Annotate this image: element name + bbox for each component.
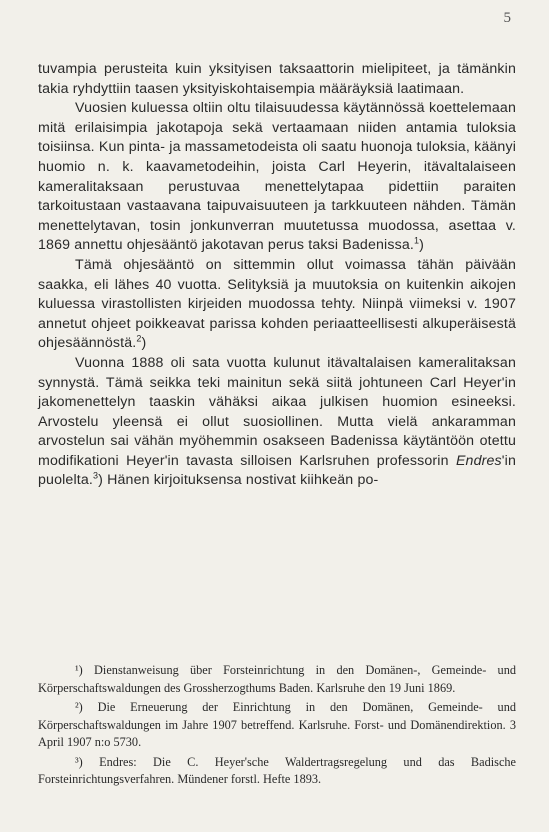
paragraph-2-text: Vuosien kuluessa oltiin oltu tilaisuudessa käytännössä koettelemaan mitä erilaisimpia jakotapoja sekä vertaamaan niiden antamia tuloksia toisiinsa. Kun pinta- ja massametodeista oli saatu huonoja tuloksia, käänyi huomio n. k. kaavametodeihin, joista Carl Heyerin, itävaltalaiseen kameralitaksaan perustuvaa menettelytapaa pidettiin paraiten tarkoitustaan vastaavana taipuvaisuuteen ja tarkkuuteen nähden. Tämän menettelytavan, tosin jonkunverran muutetussa muodossa, asettaa v. 1869 annettu ohjesääntö jakotavan perus taksi Badenissa. [38, 100, 516, 254]
footnote-ref-2[interactable]: 2 [136, 333, 142, 344]
paragraph-4-text-cont: 'in puolelta. [38, 452, 516, 489]
paragraph-3: Tämä ohjesääntö on sittemmin ollut voimassa tähän päivään saakka, eli lähes 40 vuotta. Selityksiä ja muutoksia on kuitenkin aikojen kuluessa virastollisten kirjeiden muodossa tehty. Niinpä viimeksi v. 1907 annetut ohjeet poikkeavat parissa kohden periaatteellisesti alkuperäisestä ohjesäännöstä.$^2$) [38, 256, 516, 352]
paragraph-4-tail: Hänen kirjoituksensa nostivat kiihkeän po- [103, 472, 379, 489]
footnote-3-text: Endres: Die C. Heyer'sche Waldertragsregelung und das Badische Forsteinrichtungsverfahren. Mündener forstl. Hefte 1893. [38, 754, 517, 786]
footnote-1-text: Dienstanweisung über Forsteinrichtung in den Domänen-, Gemeinde- und Körperschaftswaldungen des Grossherzogthums Baden. Karlsruhe den 19 Juni 1869. [38, 663, 516, 695]
paragraph-3-text: Tämä ohjesääntö on sittemmin ollut voimassa tähän päivään saakka, eli lähes 40 vuotta. Selityksiä ja muutoksia on kuitenkin aikojen kuluessa virastollisten kirjeiden muodossa tehty. Niinpä viimeksi v. 1907 annetut ohjeet poikkeavat parissa kohden periaatteellisesti alkuperäisestä ohjesäännöstä. [38, 256, 516, 352]
footnote-1-mark: ¹) [75, 663, 83, 677]
body-text [38, 60, 516, 491]
footnote-2-text: Die Erneuerung der Einrichtung in den Domänen, Gemeinde- und Körperschaftswaldungen im Jahre 1907 betreffend. Karlsruhe. Forst- und Domänendirektion. 3 April 1907 n:o 5730. [38, 700, 516, 749]
paragraph-1-text: tuvampia perusteita kuin yksityisen taksaattorin mielipiteet, ja tämänkin takia ryhdyttiin taasen yksityiskohtaisempia määräyksiä laatimaan. [38, 61, 516, 97]
footnote-3-mark: ³) [75, 754, 83, 769]
page-number: 5 [503, 10, 511, 26]
footnotes [38, 662, 516, 791]
footnote-ref-3[interactable]: 3 [93, 470, 99, 481]
author-name-endres: Endres [455, 452, 502, 469]
paragraph-4-text: Vuonna 1888 oli sata vuotta kulunut itävaltalaisen kameralitaksan synnystä. Tämä seikka teki mainitun sekä siitä johtuneen Carl Heyer'in jakomenettelyn taaskin vähäksi aikaa julkisen huomion esineeksi. Arvostelu yleensä ei ollut suosiollinen. Mutta vielä ankaramman arvostelun sai vähän myöhemmin osakseen Badenissa käytäntöön otettu modifikationi Heyer'in tavasta silloisen Karlsruhen professorin [38, 354, 516, 469]
footnote-2 [38, 699, 516, 752]
footnote-1 [38, 662, 516, 697]
footnote-2-mark: ²) [75, 700, 83, 714]
paragraph-4: Vuonna 1888 oli sata vuotta kulunut itävaltalaisen kameralitaksan synnystä. Tämä seikka teki mainitun sekä siitä johtuneen Carl Heyer'in jakomenettelyn taaskin vähäksi aikaa julkisen huomion esineeksi. Arvostelu yleensä ei ollut suosiollinen. Mutta vielä ankaramman arvostelun sai vähän myöhemmin osakseen Badenissa käytäntöön otettu modifikationi Heyer'in tavasta silloisen Karlsruhen professorin Endres'in puolelta.$^3$) Hänen kirjoituksensa nostivat kiihkeän po- [38, 354, 516, 489]
paragraph-1 [38, 60, 516, 99]
footnote-3 [38, 754, 516, 789]
paragraph-2: Vuosien kuluessa oltiin oltu tilaisuudessa käytännössä koettelemaan mitä erilaisimpia jakotapoja sekä vertaamaan niiden antamia tuloksia toisiinsa. Kun pinta- ja massametodeista oli saatu huonoja tuloksia, käänyi huomio n. k. kaavametodeihin, joista Carl Heyerin, itävaltalaiseen kameralitaksaan perustuvaa menettelytapaa pidettiin paraiten tarkoitustaan vastaavana taipuvaisuuteen ja tarkkuuteen nähden. Tämän menettelytavan, tosin jonkunverran muutetussa muodossa, asettaa v. 1869 annettu ohjesääntö jakotavan perus taksi Badenissa.$^1$) [38, 100, 516, 254]
footnote-ref-1[interactable]: 1 [413, 235, 420, 246]
